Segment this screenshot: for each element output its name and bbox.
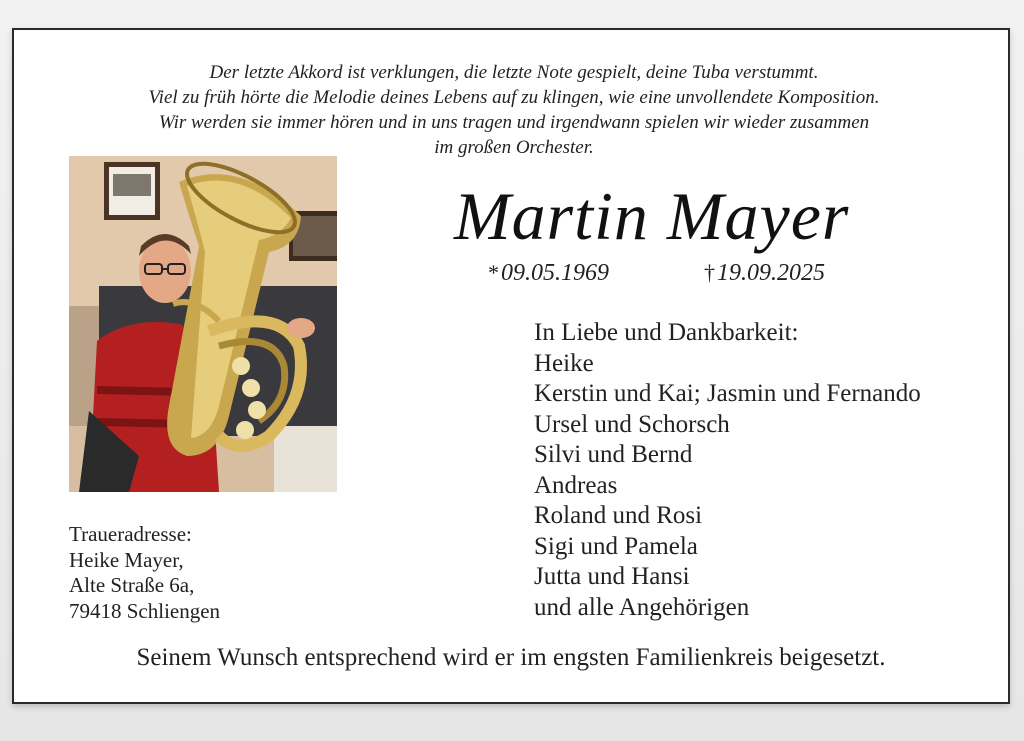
obituary-card [12, 28, 1010, 704]
death-date-value: 19.09.2025 [717, 260, 825, 286]
mourners-list [534, 318, 921, 623]
memorial-verse [54, 60, 974, 160]
portrait-photo [69, 156, 337, 492]
closing-statement: Seinem Wunsch entsprechend wird er im engsten Familienkreis beigesetzt. [136, 644, 886, 671]
address-line: 79418 Schliengen [69, 598, 221, 623]
mourner-entry: und alle Angehörigen [534, 593, 750, 621]
verse-line: Wir werden sie immer hören und in uns tragen und irgendwann spielen wir wieder zusammen [158, 112, 870, 133]
birth-date [488, 260, 609, 287]
verse-line: im großen Orchester. [434, 137, 594, 158]
mourner-entry: Sigi und Pamela [534, 532, 698, 560]
death-date [704, 260, 825, 287]
mourners-heading: In Liebe und Dankbarkeit: [534, 319, 799, 346]
mourner-entry: Roland und Rosi [534, 502, 703, 529]
address-line: Alte Straße 6a, [69, 573, 195, 597]
mourner-entry: Kerstin und Kai; Jasmin und Fernando [534, 380, 921, 407]
birth-symbol: * [488, 260, 499, 285]
verse-line: Viel zu früh hörte die Melodie deines Lebens auf zu klingen, wie eine unvollendete Komposition. [148, 87, 880, 108]
address-heading: Traueradresse: [69, 522, 192, 546]
address-line: Heike Mayer, [69, 547, 184, 572]
mourner-entry: Ursel und Schorsch [534, 410, 730, 438]
mourner-entry: Andreas [534, 471, 618, 499]
verse-line: Der letzte Akkord ist verklungen, die letzte Note gespielt, deine Tuba verstummt. [209, 62, 819, 83]
mourning-address [69, 522, 220, 624]
mourner-entry: Jutta und Hansi [534, 563, 690, 590]
death-symbol: † [704, 260, 715, 285]
mourner-entry: Heike [534, 349, 594, 377]
deceased-name: Martin Mayer [454, 178, 850, 254]
mourner-entry: Silvi und Bernd [534, 441, 693, 468]
birth-date-value: 09.05.1969 [501, 260, 609, 286]
